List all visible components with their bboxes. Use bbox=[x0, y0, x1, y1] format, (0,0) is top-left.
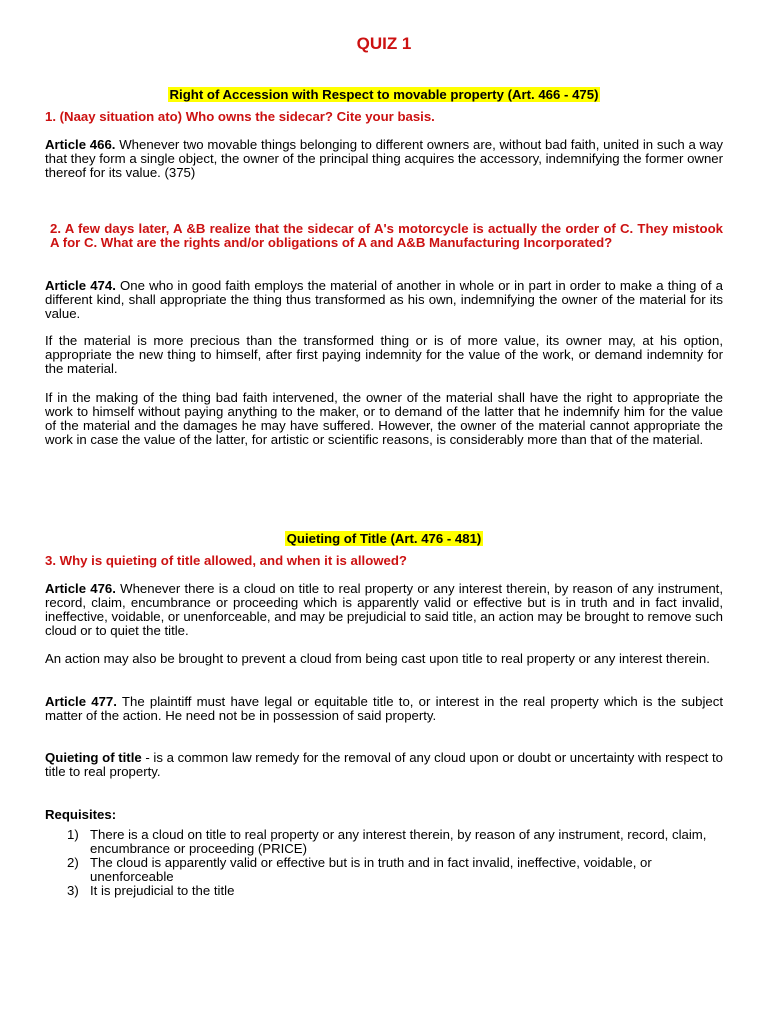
list-item bbox=[67, 856, 723, 884]
section-heading-accession bbox=[0, 87, 768, 102]
list-item-text: The cloud is apparently valid or effective but is in truth and in fact invalid, ineffective, voidable, or unenforceable bbox=[90, 855, 652, 884]
section-heading-quieting bbox=[0, 531, 768, 546]
article-474 bbox=[45, 279, 723, 321]
list-item-number: 1) bbox=[67, 827, 79, 842]
quieting-of-title-label: Quieting of title bbox=[45, 750, 142, 765]
article-477 bbox=[45, 695, 723, 723]
question-2: 2. A few days later, A &B realize that the sidecar of A's motorcycle is actually the order of C. They mistook A for C. What are the rights and/or obligations of A and A&B Manufacturing Incorporated? bbox=[50, 221, 723, 250]
list-item-number: 3) bbox=[67, 883, 79, 898]
article-474-paragraph-3: If in the making of the thing bad faith intervened, the owner of the material shall have the right to appropriate the work to himself without paying anything to the maker, or to demand of the latter that he indemnify him for the value of the material and the damages he may have suffered. However, the owner of the material cannot appropriate the work in case the value of the latter, for artistic or scientific reasons, is considerably more than that of the material. bbox=[45, 390, 723, 447]
page-title: QUIZ 1 bbox=[356, 34, 412, 53]
article-474-text: One who in good faith employs the material of another in whole or in part in order to make a thing of a different kind, shall appropriate the thing thus transformed as his own, indemnifying the owner of the material for its value. bbox=[45, 278, 723, 321]
list-item-text: There is a cloud on title to real property or any interest therein, by reason of any instrument, record, claim, encumbrance or proceeding (PRICE) bbox=[90, 827, 707, 856]
article-466 bbox=[45, 138, 723, 180]
article-476 bbox=[45, 582, 723, 638]
question-3: 3. Why is quieting of title allowed, and when it is allowed? bbox=[45, 553, 407, 568]
article-476-text: Whenever there is a cloud on title to real property or any interest therein, by reason of any instrument, record, claim, encumbrance or proceeding which is apparently valid or effective but is in truth and in fact invalid, ineffective, voidable, or unenforceable, and may be prejudicial to said title, an action may be brought to remove such cloud or to quiet the title. bbox=[45, 581, 723, 638]
article-476-label: Article 476. bbox=[45, 581, 116, 596]
article-474-paragraph-2: If the material is more precious than the transformed thing or is of more value, its owner may, at his option, appropriate the new thing to himself, after first paying indemnity for the value of the work, or demand indemnity for the material. bbox=[45, 333, 723, 376]
requisites-title: Requisites: bbox=[45, 807, 117, 822]
section-heading-accession-text: Right of Accession with Respect to movable property (Art. 466 - 475) bbox=[169, 87, 599, 102]
list-item-number: 2) bbox=[67, 855, 79, 870]
article-466-text: Whenever two movable things belonging to different owners are, without bad faith, united in such a way that they form a single object, the owner of the principal thing acquires the accessory, indemnifying the former owner thereof for its value. (375) bbox=[45, 137, 723, 180]
requisites-list bbox=[67, 828, 723, 898]
article-477-label: Article 477. bbox=[45, 694, 117, 709]
article-474-label: Article 474. bbox=[45, 278, 116, 293]
list-item bbox=[67, 828, 723, 856]
list-item bbox=[67, 884, 723, 898]
article-466-label: Article 466. bbox=[45, 137, 116, 152]
quieting-of-title-text: - is a common law remedy for the removal of any cloud upon or doubt or uncertainty with respect to title to real property. bbox=[45, 750, 723, 779]
article-476-paragraph-2: An action may also be brought to prevent a cloud from being cast upon title to real property or any interest therein. bbox=[45, 651, 710, 666]
question-1: 1. (Naay situation ato) Who owns the sidecar? Cite your basis. bbox=[45, 109, 435, 124]
list-item-text: It is prejudicial to the title bbox=[90, 883, 235, 898]
quieting-of-title-definition bbox=[45, 751, 723, 779]
section-heading-quieting-text: Quieting of Title (Art. 476 - 481) bbox=[286, 531, 482, 546]
article-477-text: The plaintiff must have legal or equitable title to, or interest in the real property which is the subject matter of the action. He need not be in possession of said property. bbox=[45, 694, 723, 723]
